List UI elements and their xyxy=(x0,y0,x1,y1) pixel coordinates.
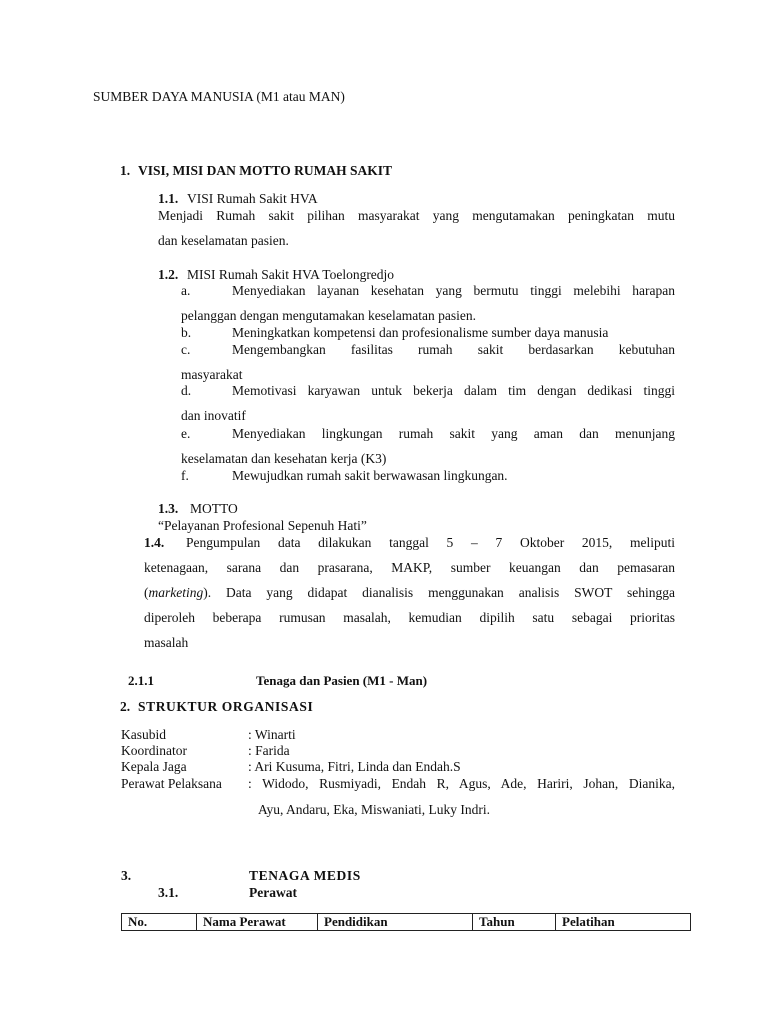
table-header-pendidikan: Pendidikan xyxy=(318,914,473,931)
section-2-heading: STRUKTUR ORGANISASI xyxy=(138,699,314,714)
table-header-tahun: Tahun xyxy=(473,914,556,931)
table-header-pelatihan: Pelatihan xyxy=(556,914,691,931)
org-value: : Winarti xyxy=(248,727,296,742)
misi-d-line1: Memotivasi karyawan untuk bekerja dalam tim dengan dedikasi tinggi xyxy=(232,383,675,398)
motto-text: “Pelayanan Profesional Sepenuh Hati” xyxy=(158,518,367,533)
misi-e-label: e. xyxy=(181,426,191,441)
motto-number: 1.3. xyxy=(158,501,179,516)
org-label: Koordinator xyxy=(121,743,187,758)
misi-a-label: a. xyxy=(181,283,191,298)
p14-line4: diperoleh beberapa rumusan masalah, kemudian dipilih satu sebagai prioritas xyxy=(144,610,675,625)
misi-a-line1: Menyediakan layanan kesehatan yang bermutu tinggi melebihi harapan xyxy=(232,283,675,298)
org-row-perawat-pelaksana xyxy=(121,776,675,792)
misi-heading: MISI Rumah Sakit HVA Toelongredjo xyxy=(187,267,395,282)
visi-text-line2: dan keselamatan pasien. xyxy=(158,233,289,248)
motto-heading: MOTTO xyxy=(190,501,238,516)
misi-c-label: c. xyxy=(181,342,191,357)
visi-text-line1: Menjadi Rumah sakit pilihan masyarakat yang mengutamakan peningkatan mutu xyxy=(158,208,675,223)
org-label: Perawat Pelaksana xyxy=(121,776,222,791)
misi-c-line1: Mengembangkan fasilitas rumah sakit berdasarkan kebutuhan xyxy=(232,342,675,357)
misi-f-label: f. xyxy=(181,468,189,483)
perawat-table xyxy=(121,913,691,931)
org-value: : Widodo, Rusmiyadi, Endah R, Agus, Ade, Hariri, Johan, Dianika, xyxy=(248,776,675,791)
section-1-heading: VISI, MISI DAN MOTTO RUMAH SAKIT xyxy=(138,163,393,178)
visi-number: 1.1. xyxy=(158,191,179,206)
misi-e-line2: keselamatan dan kesehatan kerja (K3) xyxy=(181,451,387,466)
section-3-number: 3. xyxy=(121,868,132,883)
visi-heading: VISI Rumah Sakit HVA xyxy=(187,191,318,206)
org-row-kasubid xyxy=(121,727,296,743)
table-header-nama: Nama Perawat xyxy=(197,914,318,931)
misi-d-label: d. xyxy=(181,383,192,398)
section-3-heading: TENAGA MEDIS xyxy=(249,868,361,883)
section-211-heading: Tenaga dan Pasien (M1 - Man) xyxy=(256,673,428,688)
org-label: Kepala Jaga xyxy=(121,759,187,774)
p14-line5: masalah xyxy=(144,635,189,650)
section-2-number: 2. xyxy=(120,699,131,714)
misi-a-line2: pelanggan dengan mengutamakan keselamatan pasien. xyxy=(181,308,477,323)
org-row-kepala-jaga xyxy=(121,759,461,775)
p14-line3-open: ( xyxy=(144,585,149,600)
p14-line2: ketenagaan, sarana dan prasarana, MAKP, sumber keuangan dan pemasaran xyxy=(144,560,675,575)
misi-c-line2: masyarakat xyxy=(181,367,243,382)
document-title: SUMBER DAYA MANUSIA (M1 atau MAN) xyxy=(93,89,345,104)
p14-line3-rest: ). Data yang didapat dianalisis menggunakan analisis SWOT sehingga xyxy=(203,585,675,600)
misi-b-line1: Meningkatkan kompetensi dan profesionalisme sumber daya manusia xyxy=(232,325,609,340)
section-31-heading: Perawat xyxy=(249,885,297,900)
misi-f-line1: Mewujudkan rumah sakit berwawasan lingkungan. xyxy=(232,468,508,483)
p14-number: 1.4. xyxy=(144,535,165,550)
org-label: Kasubid xyxy=(121,727,166,742)
org-value: : Farida xyxy=(248,743,290,758)
table-header-no: No. xyxy=(122,914,197,931)
section-1-number: 1. xyxy=(120,163,131,178)
org-perawat-continuation: Ayu, Andaru, Eka, Miswaniati, Luky Indri. xyxy=(258,802,490,817)
p14-line1: Pengumpulan data dilakukan tanggal 5 – 7 Oktober 2015, meliputi xyxy=(186,535,675,550)
org-value: : Ari Kusuma, Fitri, Linda dan Endah.S xyxy=(248,759,461,774)
misi-b-label: b. xyxy=(181,325,192,340)
section-211-number: 2.1.1 xyxy=(128,673,154,688)
table-header-row xyxy=(122,914,691,931)
org-row-koordinator xyxy=(121,743,290,759)
misi-number: 1.2. xyxy=(158,267,179,282)
p14-line3 xyxy=(144,585,675,601)
p14-line3-italic: marketing xyxy=(148,585,204,600)
misi-e-line1: Menyediakan lingkungan rumah sakit yang aman dan menunjang xyxy=(232,426,675,441)
misi-d-line2: dan inovatif xyxy=(181,408,246,423)
section-31-number: 3.1. xyxy=(158,885,179,900)
